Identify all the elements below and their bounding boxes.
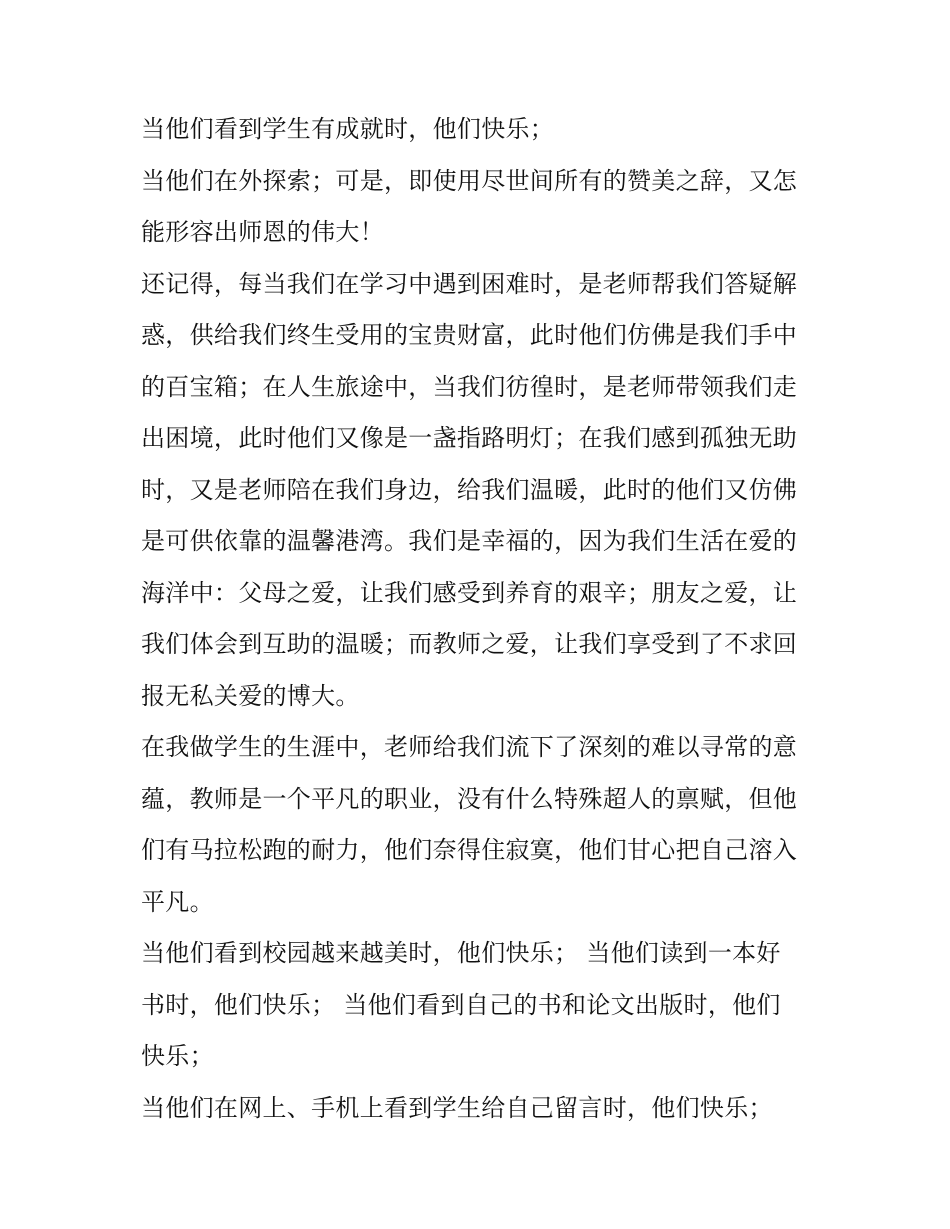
text-line: 在我做学生的生涯中，老师给我们流下了深刻的难以寻常的意 [141,733,798,761]
text-line: 我们体会到互助的温暖；而教师之爱，让我们享受到了不求回 [141,630,798,658]
text-line: 当他们看到校园越来越美时，他们快乐； 当他们读到一本好 [141,939,781,967]
text-line: 报无私关爱的博大。 [141,681,360,710]
text-line: 还记得，每当我们在学习中遇到困难时，是老师帮我们答疑解 [141,269,798,298]
document-body [141,104,816,1134]
text-line: 时，又是老师陪在我们身边，给我们温暖，此时的他们又仿佛 [141,475,798,504]
text-line: 惑，供给我们终生受用的宝贵财富，此时他们仿佛是我们手中 [141,321,798,349]
text-line: 快乐； [141,1042,214,1070]
text-line: 书时，他们快乐； 当他们看到自己的书和论文出版时，他们 [141,990,781,1019]
text-line: 海洋中：父母之爱，让我们感受到养育的艰辛；朋友之爱，让 [141,578,798,607]
text-line: 能形容出师恩的伟大！ [141,218,384,246]
text-line: 当他们在外探索；可是，即使用尽世间所有的赞美之辞，又怎 [141,166,798,195]
text-line: 平凡。 [141,887,214,916]
text-line: 是可供依靠的温馨港湾。我们是幸福的，因为我们生活在爱的 [141,527,798,555]
text-line: 当他们看到学生有成就时，他们快乐； [141,115,555,143]
text-line: 蕴，教师是一个平凡的职业，没有什么特殊超人的禀赋，但他 [141,784,798,813]
text-line: 们有马拉松跑的耐力，他们奈得住寂寞，他们甘心把自己溶入 [141,836,798,864]
text-line: 出困境，此时他们又像是一盏指路明灯；在我们感到孤独无助 [141,424,798,452]
text-line: 的百宝箱；在人生旅途中，当我们彷徨时，是老师带领我们走 [141,372,798,401]
text-line: 当他们在网上、手机上看到学生给自己留言时，他们快乐； [141,1093,773,1122]
